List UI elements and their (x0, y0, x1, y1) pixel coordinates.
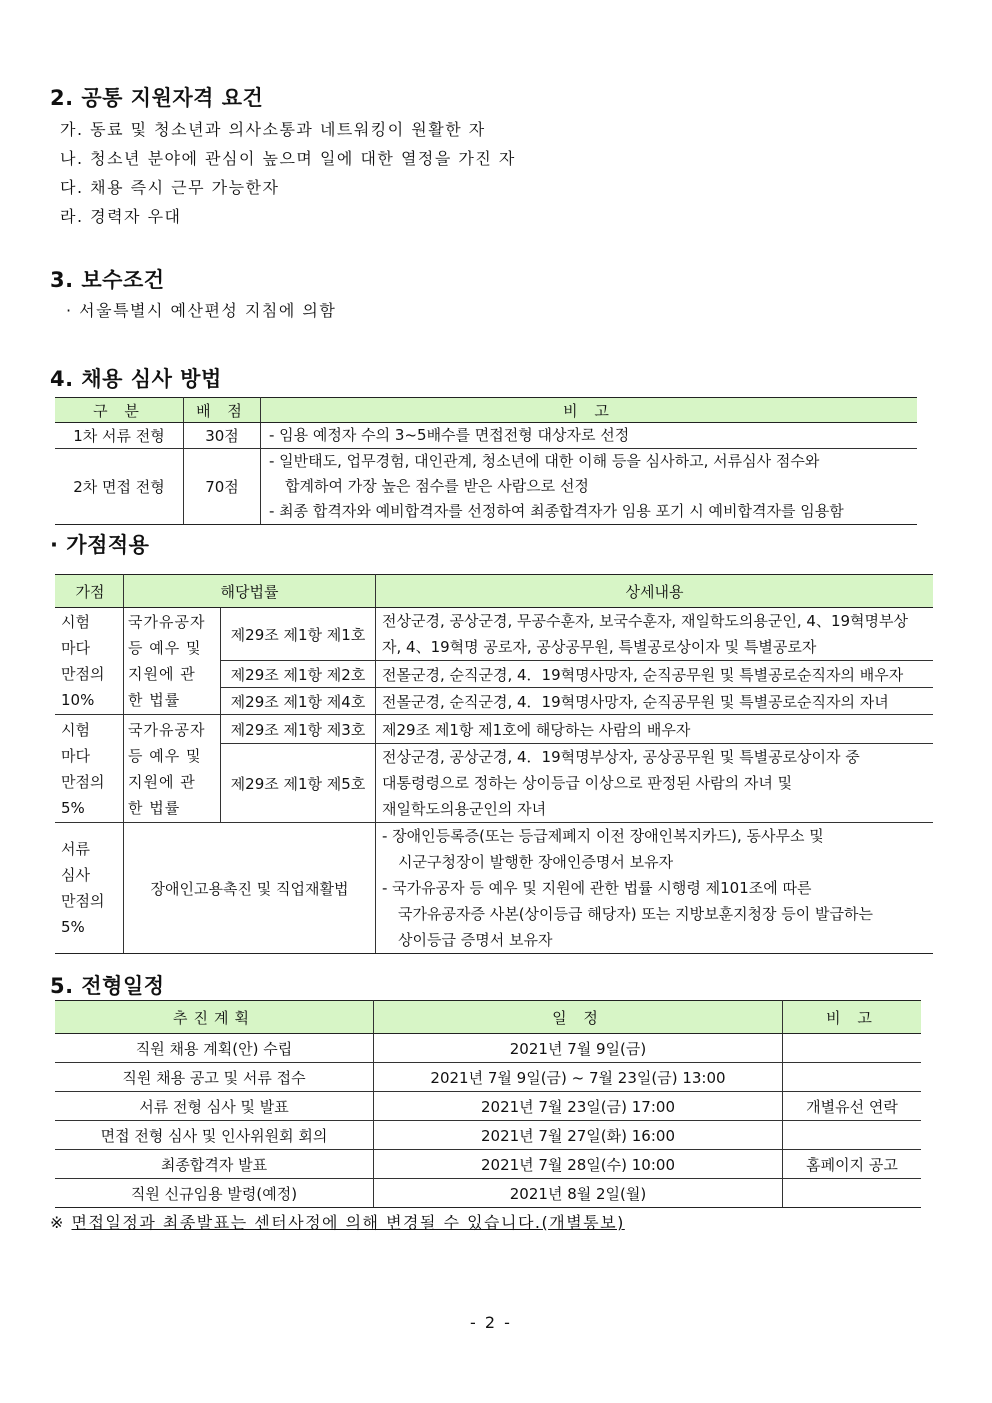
detail-line: 국가유공자증 사본(상이등급 해당자) 또는 지방보훈지청장 등이 발급하는 (398, 905, 874, 923)
detail-cell (376, 744, 934, 823)
table-row (55, 1034, 921, 1063)
header-plan: 추진계획 (55, 1001, 374, 1034)
plan-cell: 최종합격자 발표 (55, 1150, 374, 1179)
points-line: 5% (61, 798, 85, 817)
law-cell: 장애인고용촉진 및 직업재활법 (124, 823, 376, 954)
detail-line: 재일학도의용군인의 자녀 (382, 800, 547, 818)
table-row (55, 449, 917, 525)
detail-line: - 장애인등록증(또는 등급제폐지 이전 장애인복지카드), 동사무소 및 (382, 827, 824, 845)
note-cell: 개별유선 연락 (783, 1092, 922, 1121)
detail-cell (376, 608, 934, 661)
table-row (55, 1121, 921, 1150)
notes-cell (261, 423, 918, 449)
points-cell (55, 608, 124, 715)
score-cell: 30점 (184, 423, 261, 449)
table-row (55, 423, 917, 449)
stage-cell: 1차 서류 전형 (55, 423, 184, 449)
stage-cell: 2차 면접 전형 (55, 449, 184, 525)
detail-line: 상이등급 증명서 보유자 (398, 931, 553, 949)
law-line: 한 법률 (128, 798, 181, 817)
note-line: - 일반태도, 업무경험, 대인관계, 청소년에 대한 이해 등을 심사하고, 서류심사 점수와 (269, 452, 820, 470)
points-line: 시험 (61, 720, 90, 739)
law-line: 국가유공자 (128, 613, 206, 631)
schedule-table (55, 1000, 921, 1208)
law-cell (124, 608, 221, 715)
section-2-title: 2. 공통 지원자격 요건 (50, 86, 264, 110)
note-line: 합계하여 가장 높은 점수를 받은 사람으로 선정 (285, 477, 589, 495)
note-line: - 임용 예정자 수의 3~5배수를 면접전형 대상자로 선정 (269, 426, 630, 444)
plan-cell: 서류 전형 심사 및 발표 (55, 1092, 374, 1121)
points-line: 만점의 (61, 665, 105, 683)
sec3-item: · 서울특별시 예산편성 지침에 의함 (66, 301, 337, 320)
date-cell: 2021년 7월 9일(금) (374, 1034, 783, 1063)
detail-cell (376, 823, 934, 954)
points-line: 5% (61, 918, 85, 936)
detail-line: 전상군경, 공상군경, 4．19혁명부상자, 공상공무원 및 특별공로상이자 중 (382, 748, 860, 766)
points-cell (55, 715, 124, 823)
points-line: 마다 (61, 639, 90, 657)
plan-cell: 면접 전형 심사 및 인사위원회 회의 (55, 1121, 374, 1150)
law-line: 지원에 관 (128, 665, 196, 683)
header-notes: 비 고 (261, 398, 918, 423)
note-cell (783, 1179, 922, 1208)
sec2-item-2: 나. 청소년 분야에 관심이 높으며 일에 대한 열정을 가진 자 (60, 149, 516, 168)
plan-cell: 직원 채용 계획(안) 수립 (55, 1034, 374, 1063)
sec2-item-4: 라. 경력자 우대 (60, 207, 182, 226)
law-line: 한 법률 (128, 691, 181, 709)
clause-cell: 제29조 제1항 제5호 (221, 744, 376, 823)
points-line: 마다 (61, 746, 90, 765)
notes-cell (261, 449, 918, 525)
plan-cell: 직원 신규임용 발령(예정) (55, 1179, 374, 1208)
detail-line: 대통령령으로 정하는 상이등급 이상으로 판정된 사람의 자녀 및 (382, 774, 793, 792)
detail-line: - 국가유공자 등 예우 및 지원에 관한 법률 시행령 제101조에 따른 (382, 879, 812, 897)
bonus-title: · 가점적용 (50, 533, 150, 557)
section-4-title: 4. 채용 심사 방법 (50, 367, 222, 391)
sec2-item-1: 가. 동료 및 청소년과 의사소통과 네트워킹이 원활한 자 (60, 120, 486, 139)
table-header-row (55, 575, 933, 608)
points-line: 만점의 (61, 772, 105, 791)
section-5-title: 5. 전형일정 (50, 974, 165, 998)
header-points: 가점 (55, 575, 124, 608)
section-3-title: 3. 보수조건 (50, 268, 165, 292)
law-cell (124, 715, 221, 823)
note-line: - 최종 합격자와 예비합격자를 선정하여 최종합격자가 임용 포기 시 예비합격자를 임용함 (269, 502, 844, 520)
clause-cell: 제29조 제1항 제4호 (221, 688, 376, 715)
note-cell (783, 1121, 922, 1150)
note-cell (783, 1034, 922, 1063)
date-cell: 2021년 8월 2일(월) (374, 1179, 783, 1208)
header-note: 비 고 (783, 1001, 922, 1034)
points-line: 시험 (61, 613, 90, 631)
table-row (55, 823, 933, 954)
header-detail: 상세내용 (376, 575, 934, 608)
note-mark: ※ (50, 1213, 65, 1232)
table-row (55, 715, 933, 744)
date-cell: 2021년 7월 23일(금) 17:00 (374, 1092, 783, 1121)
clause-cell: 제29조 제1항 제2호 (221, 661, 376, 688)
screening-method-table (55, 397, 917, 525)
law-line: 국가유공자 (128, 720, 206, 739)
score-cell: 70점 (184, 449, 261, 525)
header-date: 일 정 (374, 1001, 783, 1034)
points-line: 서류 (61, 840, 90, 858)
table-row (55, 1092, 921, 1121)
law-line: 등 예우 및 (128, 746, 202, 765)
points-line: 심사 (61, 866, 90, 884)
points-line: 10% (61, 691, 95, 709)
note-cell: 홈페이지 공고 (783, 1150, 922, 1179)
detail-line: 전상군경, 공상군경, 무공수훈자, 보국수훈자, 재일학도의용군인, 4、19혁명부상 (382, 612, 909, 630)
plan-cell: 직원 채용 공고 및 서류 접수 (55, 1063, 374, 1092)
law-line: 지원에 관 (128, 772, 196, 791)
page-number: - 2 - (470, 1313, 512, 1332)
table-header-row (55, 398, 917, 423)
points-line: 만점의 (61, 892, 105, 910)
date-cell: 2021년 7월 9일(금) ~ 7월 23일(금) 13:00 (374, 1063, 783, 1092)
table-row (55, 608, 933, 661)
header-law: 해당법률 (124, 575, 376, 608)
header-stage: 구 분 (55, 398, 184, 423)
table-header-row (55, 1001, 921, 1034)
table-row (55, 1179, 921, 1208)
date-cell: 2021년 7월 27일(화) 16:00 (374, 1121, 783, 1150)
note-cell (783, 1063, 922, 1092)
detail-cell: 전몰군경, 순직군경, 4．19혁명사망자, 순직공무원 및 특별공로순직자의 자녀 (376, 688, 934, 715)
detail-line: 시군구청장이 발행한 장애인증명서 보유자 (398, 853, 674, 871)
header-score: 배 점 (184, 398, 261, 423)
detail-cell: 전몰군경, 순직군경, 4．19혁명사망자, 순직공무원 및 특별공로순직자의 배우자 (376, 661, 934, 688)
date-cell: 2021년 7월 28일(수) 10:00 (374, 1150, 783, 1179)
sec2-item-3: 다. 채용 즉시 근무 가능한자 (60, 178, 280, 197)
points-cell (55, 823, 124, 954)
schedule-note (50, 1210, 625, 1233)
bonus-points-table (55, 574, 933, 954)
table-row (55, 1063, 921, 1092)
clause-cell: 제29조 제1항 제3호 (221, 715, 376, 744)
clause-cell: 제29조 제1항 제1호 (221, 608, 376, 661)
law-line: 등 예우 및 (128, 639, 202, 657)
note-text: 면접일정과 최종발표는 센터사정에 의해 변경될 수 있습니다.(개별통보) (71, 1213, 625, 1232)
detail-cell: 제29조 제1항 제1호에 해당하는 사람의 배우자 (376, 715, 934, 744)
table-row (55, 1150, 921, 1179)
detail-line: 자, 4、19혁명 공로자, 공상공무원, 특별공로상이자 및 특별공로자 (382, 638, 817, 656)
